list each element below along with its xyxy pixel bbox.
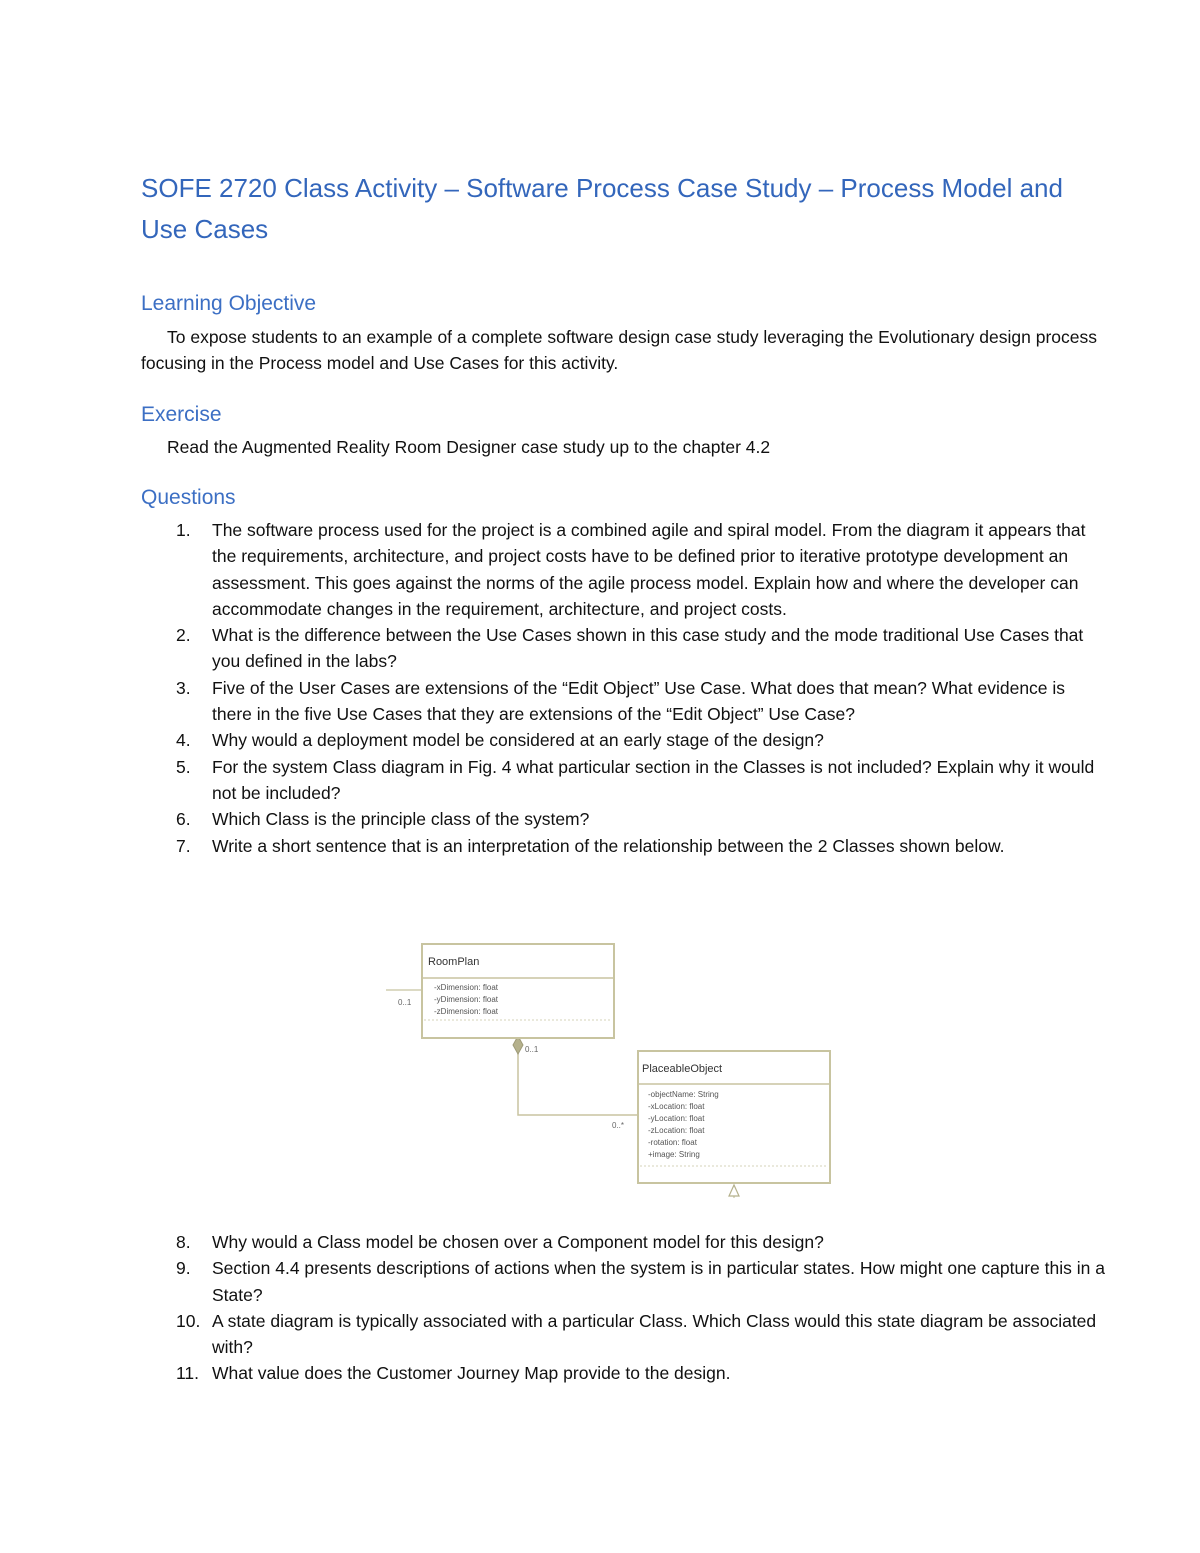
exercise-heading: Exercise [141, 403, 222, 426]
question-item [141, 833, 1106, 859]
question-text: Why would a deployment model be considered at an early stage of the design? [212, 730, 824, 751]
question-item [141, 754, 1106, 807]
class-attribute: +image: String [648, 1150, 700, 1159]
question-number: 1. [176, 520, 191, 540]
questions-list-part2 [141, 1229, 1106, 1387]
question-item [141, 1229, 1106, 1255]
question-text: A state diagram is typically associated with a particular Class. Which Class would this state diagram be associated with? [212, 1310, 1097, 1358]
question-number: 10. [176, 1310, 201, 1331]
class-attribute: -zLocation: float [648, 1126, 705, 1135]
learning-objective-heading: Learning Objective [141, 292, 317, 315]
generalization-arrow-icon [729, 1185, 739, 1196]
class-roomplan [422, 944, 614, 1038]
question-number: 9. [176, 1258, 191, 1279]
question-item [141, 806, 1106, 832]
question-text: Write a short sentence that is an interpretation of the relationship between the 2 Classes shown below. [212, 835, 1005, 856]
multiplicity-bottom: 0..* [612, 1121, 625, 1130]
class-attribute: -xDimension: float [434, 983, 499, 992]
learning-objective-text: To expose students to an example of a complete software design case study leveraging the Evolutionary design process focusing in the Process model and Use Cases for this activity. [141, 327, 1097, 373]
composition-line [518, 1044, 638, 1115]
question-text: For the system Class diagram in Fig. 4 what particular section in the Classes is not included? Explain why it would not be included? [212, 756, 1095, 803]
question-item [141, 622, 1106, 675]
question-item [141, 517, 1106, 622]
question-item [141, 1308, 1106, 1361]
multiplicity-top: 0..1 [525, 1045, 539, 1054]
question-item [141, 1360, 1106, 1386]
question-text: The software process used for the project is a combined agile and spiral model. From the diagram it appears that the requirements, architecture, and project costs have to be defined prior to iterative prototype development an assessment. This goes against the norms of the agile process model. Explain how and where the developer can accommodate changes in the requirement, architecture, and project costs. [212, 520, 1086, 619]
class-attribute: -rotation: float [648, 1138, 697, 1147]
question-text: What is the difference between the Use Cases shown in this case study and the mode traditional Use Cases that you defined in the labs? [212, 625, 1084, 672]
question-number: 4. [176, 730, 191, 751]
question-number: 5. [176, 756, 191, 777]
questions-list-part1 [141, 517, 1106, 859]
question-number: 6. [176, 809, 191, 830]
question-text: Why would a Class model be chosen over a Component model for this design? [212, 1232, 824, 1252]
question-text: Which Class is the principle class of the system? [212, 809, 590, 830]
question-number: 7. [176, 835, 191, 856]
question-text: What value does the Customer Journey Map provide to the design. [212, 1363, 731, 1384]
question-item [141, 675, 1106, 728]
exercise-text: Read the Augmented Reality Room Designer case study up to the chapter 4.2 [167, 437, 771, 457]
question-text: Section 4.4 presents descriptions of actions when the system is in particular states. How might one capture this in a State? [212, 1258, 1105, 1305]
class-attribute: -objectName: String [648, 1090, 719, 1099]
uml-class-diagram [380, 940, 840, 1210]
question-text: Five of the User Cases are extensions of the “Edit Object” Use Case. What does that mean? What evidence is there in the five Use Cases that they are extensions of the “Edit Object” Use Case? [212, 677, 1066, 725]
class-attribute: -yDimension: float [434, 995, 499, 1004]
question-item [141, 727, 1106, 753]
class-attribute: -zDimension: float [434, 1007, 499, 1016]
page-title: SOFE 2720 Class Activity – Software Process Case Study – Process Model and Use Cases [141, 173, 1063, 244]
question-number: 3. [176, 677, 191, 698]
class-name: PlaceableObject [642, 1063, 723, 1075]
question-item [141, 1255, 1106, 1308]
question-number: 2. [176, 625, 191, 646]
question-number: 8. [176, 1232, 191, 1252]
questions-heading: Questions [141, 486, 236, 509]
class-attribute: -xLocation: float [648, 1102, 705, 1111]
class-attribute: -yLocation: float [648, 1114, 705, 1123]
class-placeableobject [638, 1051, 830, 1183]
question-number: 11. [176, 1363, 200, 1384]
multiplicity-left: 0..1 [398, 998, 412, 1007]
class-name: RoomPlan [428, 956, 480, 968]
